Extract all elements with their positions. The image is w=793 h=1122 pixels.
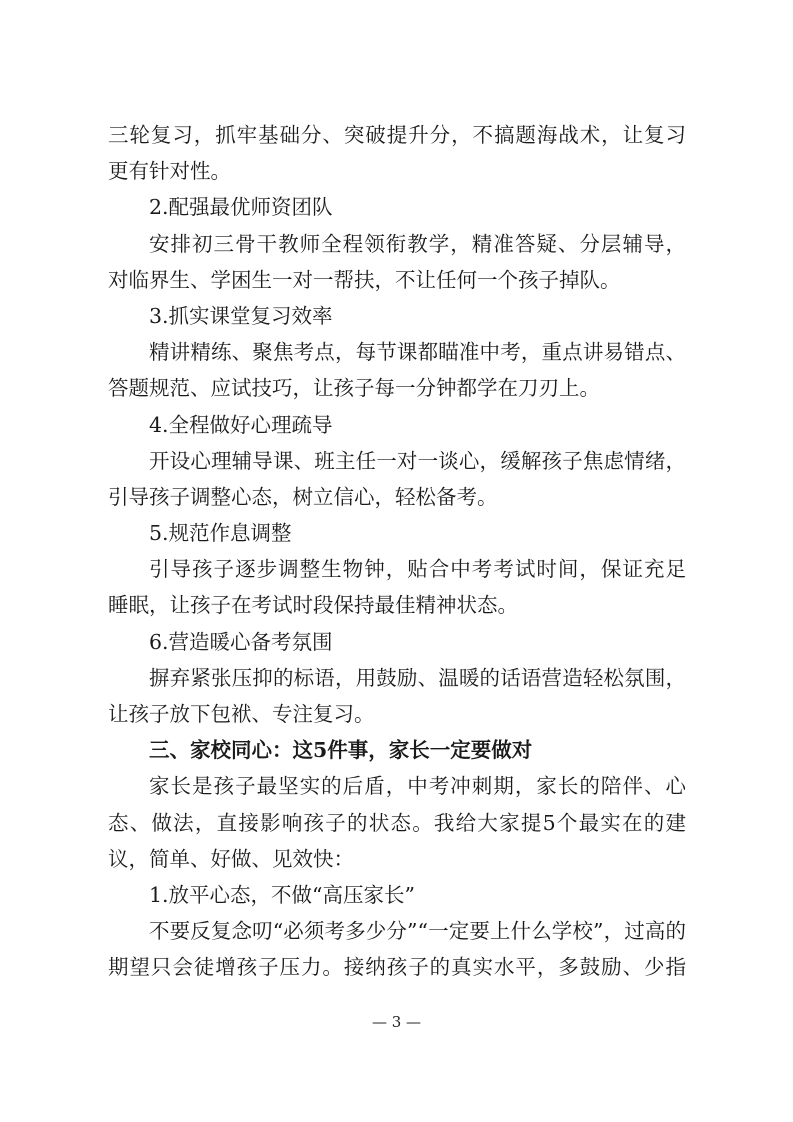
text-line: 三轮复习，抓牢基础分、突破提升分，不搞题海战术，让复习 [108, 123, 686, 147]
text-line: 让孩子放下包袱、专注复习。 [108, 702, 375, 726]
text-line: 2.配强最优师资团队 [149, 195, 333, 220]
text-line: 安排初三骨干教师全程领衔教学，精准答疑、分层辅导， [149, 231, 686, 256]
text-line: 家长是孩子最坚实的后盾，中考冲刺期，家长的陪伴、心 [149, 774, 686, 799]
text-line: 1.放平心态，不做“高压家长” [149, 882, 416, 907]
text-line: 6.营造暖心备考氛围 [149, 629, 333, 654]
text-line: 5.规范作息调整 [149, 521, 292, 546]
text-line: 对临界生、学困生一对一帮扶，不让任何一个孩子掉队。 [108, 267, 621, 292]
text-line: 不要反复念叨“必须考多少分”“一定要上什么学校”，过高的 [149, 919, 686, 944]
text-line: 引导孩子逐步调整生物钟，贴合中考考试时间，保证充足 [149, 557, 686, 582]
document-body [108, 117, 686, 986]
page-number: — 3 — [371, 1013, 422, 1031]
section-heading: 三、家校同心：这5件事，家长一定要做对 [149, 738, 533, 763]
text-line: 3.抓实课堂复习效率 [149, 303, 333, 328]
text-line: 态、做法，直接影响孩子的状态。我给大家提5个最实在的建 [108, 810, 686, 835]
text-line: 摒弃紧张压抑的标语，用鼓励、温暖的话语营造轻松氛围， [149, 665, 686, 690]
text-line: 睡眠，让孩子在考试时段保持最佳精神状态。 [108, 593, 518, 618]
text-line: 更有针对性。 [108, 159, 231, 184]
text-line: 4.全程做好心理疏导 [149, 412, 333, 437]
text-line: 引导孩子调整心态，树立信心，轻松备考。 [108, 484, 498, 509]
text-line: 期望只会徒增孩子压力。接纳孩子的真实水平，多鼓励、少指 [108, 955, 686, 980]
text-line: 开设心理辅导课、班主任一对一谈心，缓解孩子焦虑情绪， [149, 448, 686, 473]
text-line: 精讲精练、聚焦考点，每节课都瞄准中考，重点讲易错点、 [149, 340, 686, 365]
text-line: 答题规范、应试技巧，让孩子每一分钟都学在刀刃上。 [108, 376, 600, 401]
text-line: 议，简单、好做、见效快： [108, 846, 354, 871]
